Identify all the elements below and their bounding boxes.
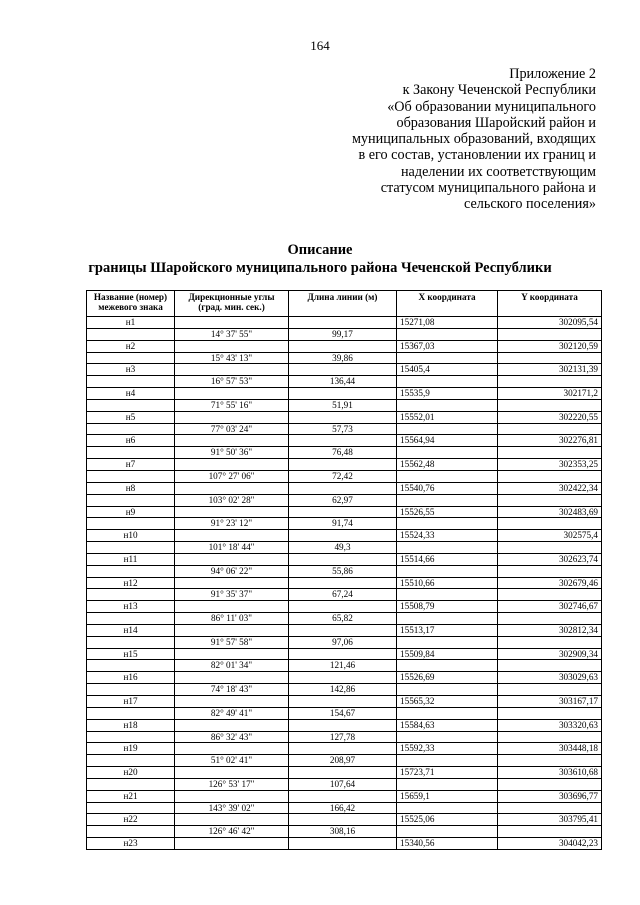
x-coordinate-cell: 15540,76 — [397, 482, 498, 494]
x-coordinate-cell — [397, 660, 498, 672]
x-coordinate-cell: 15526,69 — [397, 672, 498, 684]
direction-angle-cell: 77° 03' 24" — [175, 423, 289, 435]
line-length-cell: 91,74 — [289, 518, 397, 530]
appendix-line: Приложение 2 — [509, 66, 596, 82]
y-coordinate-cell — [498, 447, 602, 459]
x-coordinate-cell — [397, 731, 498, 743]
y-coordinate-cell: 302422,34 — [498, 482, 602, 494]
boundary-point-name-cell: н3 — [87, 364, 175, 376]
line-length-cell: 39,86 — [289, 352, 397, 364]
direction-angle-cell — [175, 435, 289, 447]
line-length-cell: 166,42 — [289, 802, 397, 814]
direction-angle-cell: 91° 50' 36" — [175, 447, 289, 459]
boundary-point-name-cell — [87, 542, 175, 554]
line-length-cell — [289, 672, 397, 684]
y-coordinate-cell: 302131,39 — [498, 364, 602, 376]
boundary-point-name-cell: н4 — [87, 388, 175, 400]
boundary-point-name-cell — [87, 684, 175, 696]
y-coordinate-cell: 302679,46 — [498, 577, 602, 589]
boundary-point-name-cell: н8 — [87, 482, 175, 494]
direction-angle-cell — [175, 577, 289, 589]
y-coordinate-cell — [498, 470, 602, 482]
direction-angle-cell — [175, 482, 289, 494]
direction-angle-cell: 15° 43' 13" — [175, 352, 289, 364]
boundary-point-name-cell: н9 — [87, 506, 175, 518]
boundary-point-name-cell — [87, 802, 175, 814]
y-coordinate-cell: 302353,25 — [498, 459, 602, 471]
x-coordinate-cell — [397, 352, 498, 364]
direction-angle-cell — [175, 340, 289, 352]
direction-angle-cell: 86° 32' 43" — [175, 731, 289, 743]
y-coordinate-cell: 304042,23 — [498, 838, 602, 850]
line-length-cell — [289, 435, 397, 447]
appendix-line: наделении их соответствующим — [400, 163, 596, 180]
column-header-x: X координата — [397, 291, 498, 317]
y-coordinate-cell — [498, 542, 602, 554]
direction-angle-cell — [175, 364, 289, 376]
table-row — [87, 684, 602, 696]
x-coordinate-cell — [397, 826, 498, 838]
appendix-reference — [296, 66, 596, 213]
x-coordinate-cell — [397, 589, 498, 601]
x-coordinate-cell: 15340,56 — [397, 838, 498, 850]
line-length-cell — [289, 388, 397, 400]
y-coordinate-cell — [498, 423, 602, 435]
direction-angle-cell: 71° 55' 16" — [175, 399, 289, 411]
table-row — [87, 388, 602, 400]
y-coordinate-cell — [498, 660, 602, 672]
table-row — [87, 459, 602, 471]
direction-angle-cell — [175, 624, 289, 636]
y-coordinate-cell: 303320,63 — [498, 719, 602, 731]
line-length-cell — [289, 719, 397, 731]
y-coordinate-cell: 302623,74 — [498, 553, 602, 565]
table-row — [87, 470, 602, 482]
y-coordinate-cell: 302746,67 — [498, 601, 602, 613]
y-coordinate-cell — [498, 802, 602, 814]
x-coordinate-cell: 15525,06 — [397, 814, 498, 826]
x-coordinate-cell: 15592,33 — [397, 743, 498, 755]
table-row — [87, 435, 602, 447]
table-row — [87, 778, 602, 790]
table-row — [87, 696, 602, 708]
x-coordinate-cell: 15659,1 — [397, 790, 498, 802]
x-coordinate-cell: 15524,33 — [397, 530, 498, 542]
table-row — [87, 542, 602, 554]
y-coordinate-cell: 302171,2 — [498, 388, 602, 400]
x-coordinate-cell: 15405,4 — [397, 364, 498, 376]
direction-angle-cell: 101° 18' 44" — [175, 542, 289, 554]
direction-angle-cell — [175, 743, 289, 755]
y-coordinate-cell — [498, 636, 602, 648]
boundary-point-name-cell — [87, 755, 175, 767]
boundary-point-name-cell: н1 — [87, 317, 175, 329]
line-length-cell — [289, 553, 397, 565]
y-coordinate-cell — [498, 518, 602, 530]
table-row — [87, 482, 602, 494]
direction-angle-cell — [175, 530, 289, 542]
line-length-cell: 49,3 — [289, 542, 397, 554]
x-coordinate-cell: 15509,84 — [397, 648, 498, 660]
line-length-cell — [289, 530, 397, 542]
line-length-cell: 55,86 — [289, 565, 397, 577]
boundary-point-name-cell — [87, 328, 175, 340]
table-row — [87, 802, 602, 814]
boundary-point-name-cell — [87, 447, 175, 459]
x-coordinate-cell — [397, 755, 498, 767]
direction-angle-cell — [175, 814, 289, 826]
direction-angle-cell: 107° 27' 06" — [175, 470, 289, 482]
y-coordinate-cell: 302812,34 — [498, 624, 602, 636]
y-coordinate-cell: 302095,54 — [498, 317, 602, 329]
line-length-cell — [289, 459, 397, 471]
table-row — [87, 577, 602, 589]
boundary-point-name-cell — [87, 494, 175, 506]
boundary-point-name-cell — [87, 660, 175, 672]
appendix-line: «Об образовании муниципального — [387, 98, 596, 115]
x-coordinate-cell — [397, 613, 498, 625]
table-row — [87, 755, 602, 767]
x-coordinate-cell: 15271,08 — [397, 317, 498, 329]
y-coordinate-cell: 303029,63 — [498, 672, 602, 684]
boundary-point-name-cell — [87, 778, 175, 790]
direction-angle-cell — [175, 506, 289, 518]
y-coordinate-cell: 302575,4 — [498, 530, 602, 542]
y-coordinate-cell: 303696,77 — [498, 790, 602, 802]
boundary-point-name-cell — [87, 376, 175, 388]
x-coordinate-cell: 15535,9 — [397, 388, 498, 400]
x-coordinate-cell — [397, 707, 498, 719]
line-length-cell: 208,97 — [289, 755, 397, 767]
table-row — [87, 317, 602, 329]
line-length-cell — [289, 838, 397, 850]
table-row — [87, 743, 602, 755]
x-coordinate-cell: 15510,66 — [397, 577, 498, 589]
direction-angle-cell: 143° 39' 02" — [175, 802, 289, 814]
y-coordinate-cell — [498, 707, 602, 719]
direction-angle-cell: 82° 01' 34" — [175, 660, 289, 672]
boundary-point-name-cell — [87, 423, 175, 435]
x-coordinate-cell — [397, 494, 498, 506]
table-row — [87, 376, 602, 388]
table-row — [87, 672, 602, 684]
boundary-point-name-cell — [87, 589, 175, 601]
direction-angle-cell: 103° 02' 28" — [175, 494, 289, 506]
line-length-cell — [289, 506, 397, 518]
table-row — [87, 648, 602, 660]
y-coordinate-cell: 303448,18 — [498, 743, 602, 755]
boundary-point-name-cell — [87, 399, 175, 411]
boundary-point-name-cell: н20 — [87, 767, 175, 779]
line-length-cell — [289, 624, 397, 636]
direction-angle-cell: 94° 06' 22" — [175, 565, 289, 577]
table-row — [87, 340, 602, 352]
x-coordinate-cell — [397, 399, 498, 411]
table-row — [87, 767, 602, 779]
table-row — [87, 506, 602, 518]
table-row — [87, 530, 602, 542]
x-coordinate-cell: 15565,32 — [397, 696, 498, 708]
line-length-cell: 51,91 — [289, 399, 397, 411]
y-coordinate-cell: 303167,17 — [498, 696, 602, 708]
table-row — [87, 731, 602, 743]
table-row — [87, 613, 602, 625]
boundary-point-name-cell: н14 — [87, 624, 175, 636]
boundary-point-name-cell — [87, 565, 175, 577]
boundary-point-name-cell: н23 — [87, 838, 175, 850]
x-coordinate-cell — [397, 636, 498, 648]
x-coordinate-cell — [397, 376, 498, 388]
direction-angle-cell: 91° 23' 12" — [175, 518, 289, 530]
line-length-cell: 65,82 — [289, 613, 397, 625]
direction-angle-cell — [175, 459, 289, 471]
line-length-cell: 97,06 — [289, 636, 397, 648]
line-length-cell — [289, 340, 397, 352]
direction-angle-cell: 91° 35' 37" — [175, 589, 289, 601]
line-length-cell: 57,73 — [289, 423, 397, 435]
y-coordinate-cell: 302120,59 — [498, 340, 602, 352]
line-length-cell: 142,86 — [289, 684, 397, 696]
y-coordinate-cell — [498, 613, 602, 625]
boundary-point-name-cell: н21 — [87, 790, 175, 802]
x-coordinate-cell: 15514,66 — [397, 553, 498, 565]
line-length-cell: 76,48 — [289, 447, 397, 459]
y-coordinate-cell: 303610,68 — [498, 767, 602, 779]
y-coordinate-cell: 302909,34 — [498, 648, 602, 660]
boundary-point-name-cell: н6 — [87, 435, 175, 447]
line-length-cell — [289, 648, 397, 660]
boundary-point-name-cell: н11 — [87, 553, 175, 565]
boundary-point-name-cell: н13 — [87, 601, 175, 613]
direction-angle-cell — [175, 672, 289, 684]
table-row — [87, 838, 602, 850]
direction-angle-cell — [175, 388, 289, 400]
y-coordinate-cell — [498, 376, 602, 388]
line-length-cell — [289, 577, 397, 589]
y-coordinate-cell — [498, 494, 602, 506]
x-coordinate-cell — [397, 328, 498, 340]
line-length-cell: 121,46 — [289, 660, 397, 672]
x-coordinate-cell: 15552,01 — [397, 411, 498, 423]
boundary-point-name-cell: н10 — [87, 530, 175, 542]
y-coordinate-cell — [498, 352, 602, 364]
x-coordinate-cell: 15513,17 — [397, 624, 498, 636]
direction-angle-cell — [175, 838, 289, 850]
boundary-point-name-cell — [87, 518, 175, 530]
x-coordinate-cell — [397, 542, 498, 554]
direction-angle-cell: 51° 02' 41" — [175, 755, 289, 767]
y-coordinate-cell: 303795,41 — [498, 814, 602, 826]
direction-angle-cell: 16° 57' 53" — [175, 376, 289, 388]
direction-angle-cell — [175, 411, 289, 423]
direction-angle-cell: 86° 11' 03" — [175, 613, 289, 625]
appendix-line: в его состав, установлении их границ и — [358, 147, 596, 164]
line-length-cell — [289, 601, 397, 613]
x-coordinate-cell: 15564,94 — [397, 435, 498, 447]
line-length-cell — [289, 767, 397, 779]
direction-angle-cell — [175, 553, 289, 565]
boundary-point-name-cell: н5 — [87, 411, 175, 423]
y-coordinate-cell: 302276,81 — [498, 435, 602, 447]
appendix-line: к Закону Чеченской Республики — [402, 82, 596, 99]
table-row — [87, 636, 602, 648]
y-coordinate-cell: 302483,69 — [498, 506, 602, 518]
y-coordinate-cell — [498, 399, 602, 411]
x-coordinate-cell: 15508,79 — [397, 601, 498, 613]
line-length-cell — [289, 364, 397, 376]
direction-angle-cell: 74° 18' 43" — [175, 684, 289, 696]
document-subtitle: границы Шаройского муниципального района Чеченской Республики — [88, 260, 552, 276]
boundary-point-name-cell: н15 — [87, 648, 175, 660]
boundary-point-name-cell — [87, 470, 175, 482]
boundary-point-name-cell: н18 — [87, 719, 175, 731]
line-length-cell: 99,17 — [289, 328, 397, 340]
table-row — [87, 518, 602, 530]
table-row — [87, 601, 602, 613]
x-coordinate-cell — [397, 447, 498, 459]
table-row — [87, 814, 602, 826]
x-coordinate-cell — [397, 802, 498, 814]
direction-angle-cell: 126° 46' 42" — [175, 826, 289, 838]
y-coordinate-cell — [498, 328, 602, 340]
x-coordinate-cell — [397, 778, 498, 790]
x-coordinate-cell — [397, 565, 498, 577]
column-header-name: Название (номер) межевого знака — [87, 291, 175, 317]
x-coordinate-cell: 15562,48 — [397, 459, 498, 471]
table-body — [87, 317, 602, 850]
table-row — [87, 826, 602, 838]
x-coordinate-cell: 15367,03 — [397, 340, 498, 352]
table-row — [87, 399, 602, 411]
y-coordinate-cell — [498, 778, 602, 790]
line-length-cell — [289, 411, 397, 423]
table-row — [87, 352, 602, 364]
line-length-cell: 72,42 — [289, 470, 397, 482]
boundary-point-name-cell — [87, 636, 175, 648]
y-coordinate-cell — [498, 826, 602, 838]
boundary-point-name-cell — [87, 707, 175, 719]
x-coordinate-cell: 15584,63 — [397, 719, 498, 731]
table-row — [87, 553, 602, 565]
appendix-line: сельского поселения» — [464, 196, 596, 213]
line-length-cell: 308,16 — [289, 826, 397, 838]
boundary-point-name-cell: н2 — [87, 340, 175, 352]
line-length-cell — [289, 790, 397, 802]
boundary-point-name-cell — [87, 826, 175, 838]
line-length-cell — [289, 743, 397, 755]
boundary-point-name-cell — [87, 352, 175, 364]
x-coordinate-cell: 15723,71 — [397, 767, 498, 779]
boundary-point-name-cell: н16 — [87, 672, 175, 684]
line-length-cell — [289, 482, 397, 494]
direction-angle-cell — [175, 317, 289, 329]
table-row — [87, 494, 602, 506]
boundary-coordinates-table — [86, 290, 602, 850]
line-length-cell: 62,97 — [289, 494, 397, 506]
table-row — [87, 423, 602, 435]
table-header-row — [87, 291, 602, 317]
line-length-cell — [289, 814, 397, 826]
boundary-point-name-cell — [87, 731, 175, 743]
boundary-point-name-cell: н12 — [87, 577, 175, 589]
table-row — [87, 411, 602, 423]
x-coordinate-cell: 15526,55 — [397, 506, 498, 518]
direction-angle-cell — [175, 790, 289, 802]
direction-angle-cell: 91° 57' 58" — [175, 636, 289, 648]
direction-angle-cell — [175, 767, 289, 779]
table-row — [87, 565, 602, 577]
y-coordinate-cell — [498, 589, 602, 601]
table-row — [87, 328, 602, 340]
column-header-y: Y координата — [498, 291, 602, 317]
appendix-line: статусом муниципального района и — [380, 180, 596, 197]
line-length-cell — [289, 696, 397, 708]
table-row — [87, 624, 602, 636]
appendix-line: образования Шаройский район и — [396, 114, 596, 131]
table-row — [87, 589, 602, 601]
boundary-point-name-cell: н19 — [87, 743, 175, 755]
line-length-cell: 67,24 — [289, 589, 397, 601]
x-coordinate-cell — [397, 423, 498, 435]
document-title: Описание — [287, 242, 353, 258]
y-coordinate-cell: 302220,55 — [498, 411, 602, 423]
table-row — [87, 660, 602, 672]
table-row — [87, 719, 602, 731]
direction-angle-cell — [175, 696, 289, 708]
line-length-cell: 107,64 — [289, 778, 397, 790]
column-header-angle: Дирекционные углы (град. мин. сек.) — [175, 291, 289, 317]
direction-angle-cell — [175, 648, 289, 660]
line-length-cell: 136,44 — [289, 376, 397, 388]
direction-angle-cell — [175, 601, 289, 613]
x-coordinate-cell — [397, 684, 498, 696]
boundary-point-name-cell: н17 — [87, 696, 175, 708]
direction-angle-cell: 14° 37' 55" — [175, 328, 289, 340]
table-row — [87, 447, 602, 459]
direction-angle-cell: 82° 49' 41" — [175, 707, 289, 719]
y-coordinate-cell — [498, 755, 602, 767]
table-row — [87, 790, 602, 802]
direction-angle-cell: 126° 53' 17" — [175, 778, 289, 790]
direction-angle-cell — [175, 719, 289, 731]
boundary-point-name-cell: н22 — [87, 814, 175, 826]
boundary-point-name-cell — [87, 613, 175, 625]
y-coordinate-cell — [498, 565, 602, 577]
y-coordinate-cell — [498, 684, 602, 696]
table-row — [87, 364, 602, 376]
x-coordinate-cell — [397, 470, 498, 482]
line-length-cell: 127,78 — [289, 731, 397, 743]
page-number: 164 — [310, 38, 330, 53]
line-length-cell — [289, 317, 397, 329]
column-header-length: Длина линии (м) — [289, 291, 397, 317]
x-coordinate-cell — [397, 518, 498, 530]
boundary-point-name-cell: н7 — [87, 459, 175, 471]
table-row — [87, 707, 602, 719]
y-coordinate-cell — [498, 731, 602, 743]
appendix-line: муниципальных образований, входящих — [351, 131, 596, 148]
line-length-cell: 154,67 — [289, 707, 397, 719]
